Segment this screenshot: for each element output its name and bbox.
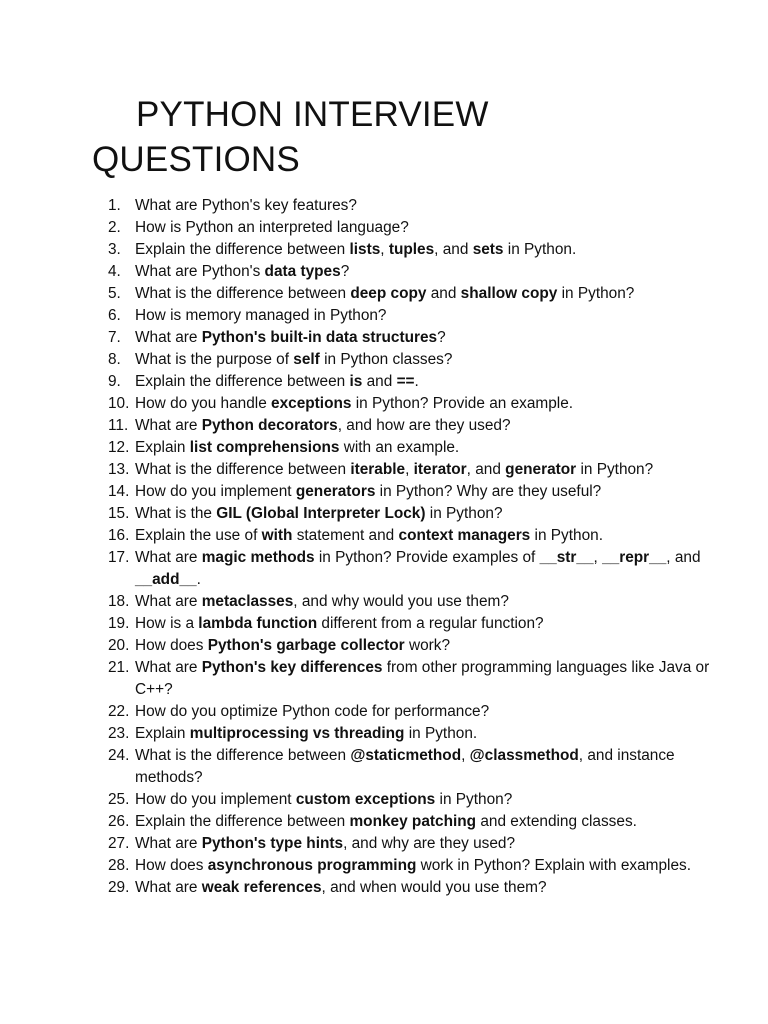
question-number: 15. [108,505,130,522]
question-keyword: magic methods [201,549,315,566]
question-text-segment: statement and [292,527,399,544]
question-item [108,811,728,833]
question-text [135,417,511,434]
question-text-segment: in Python? [576,461,654,478]
question-text-segment: , [405,461,414,478]
question-keyword: with [261,527,293,544]
question-number: 23. [108,725,130,742]
title-line-2: QUESTIONS [92,140,300,179]
question-text-segment: Explain the difference between [135,373,350,390]
question-item [108,371,728,393]
question-text-segment: in Python classes? [319,351,453,368]
question-text-segment: Explain the difference between [135,241,350,258]
question-keyword: sets [472,241,504,258]
question-text-segment: , [380,241,389,258]
question-text [135,659,709,698]
question-text-segment: How does [135,857,208,874]
question-text-segment: How do you optimize Python code for performance? [135,703,490,720]
question-text [135,373,419,390]
question-text [135,263,349,280]
question-text-segment: How do you implement [135,483,296,500]
question-text [135,791,512,808]
question-item [108,261,728,283]
question-text-segment: work in Python? Explain with examples. [416,857,691,874]
question-text [135,725,477,742]
question-text-segment: What are [135,549,202,566]
question-number: 1. [108,197,121,214]
question-text-segment: in Python? Provide examples of [314,549,540,566]
question-keyword: asynchronous programming [207,857,417,874]
question-keyword: data types [264,263,341,280]
question-text-segment: What is the difference between [135,747,351,764]
question-number: 13. [108,461,130,478]
question-text-segment: , and instance methods? [135,747,675,786]
question-keyword: @classmethod [469,747,579,764]
question-text-segment: What are Python's [135,263,265,280]
question-item [108,239,728,261]
question-number: 25. [108,791,130,808]
question-text [135,637,450,654]
question-keyword: iterator [413,461,467,478]
question-number: 7. [108,329,121,346]
question-text [135,329,446,346]
question-text-segment: in Python. [503,241,577,258]
question-text-segment: How do you implement [135,791,296,808]
question-keyword: Python's built-in data structures [201,329,438,346]
question-text [135,439,459,456]
question-text-segment: Explain [135,725,190,742]
question-text-segment: in Python. [404,725,478,742]
question-text-segment: in Python? Why are they useful? [375,483,602,500]
question-text [135,527,603,544]
question-text-segment: ? [340,263,350,280]
question-keyword: weak references [201,879,322,896]
question-text-segment: in Python? [557,285,635,302]
question-text-segment: , and how are they used? [337,417,511,434]
question-number: 14. [108,483,130,500]
question-text-segment: from other programming languages like Java or C++? [135,659,710,698]
question-item [108,393,728,415]
question-item [108,745,728,789]
question-keyword: lists [349,241,381,258]
question-item [108,789,728,811]
question-number: 5. [108,285,121,302]
question-text [135,835,515,852]
question-keyword: self [293,351,320,368]
question-text [135,285,634,302]
question-number: 24. [108,747,130,764]
question-keyword: == [396,373,415,390]
question-keyword: Python's key differences [201,659,383,676]
question-text-segment: , and when would you use them? [321,879,547,896]
question-keyword: lambda function [198,615,318,632]
question-keyword: __str__ [539,549,594,566]
question-keyword: list comprehensions [189,439,340,456]
question-text [135,879,547,896]
question-text-segment: What are [135,879,202,896]
question-number: 3. [108,241,121,258]
question-number: 28. [108,857,130,874]
question-number: 26. [108,813,130,830]
title-line-1: PYTHON INTERVIEW [136,95,489,134]
question-text-segment: . [414,373,419,390]
question-keyword: context managers [398,527,531,544]
question-text-segment: How is memory managed in Python? [135,307,387,324]
question-text-segment: What is the purpose of [135,351,294,368]
question-keyword: Python decorators [201,417,338,434]
question-text-segment: work? [404,637,451,654]
question-keyword: __add__ [135,571,197,588]
question-keyword: __repr__ [602,549,667,566]
question-number: 17. [108,549,130,566]
question-keyword: shallow copy [460,285,558,302]
question-item [108,613,728,635]
question-text [135,549,701,588]
question-text [135,483,601,500]
question-text-segment: Explain the difference between [135,813,350,830]
question-text-segment: What are Python's key features? [135,197,357,214]
question-text-segment: . [196,571,201,588]
question-text [135,615,544,632]
question-text-segment: , [593,549,603,566]
question-keyword: custom exceptions [295,791,436,808]
question-text [135,351,452,368]
question-keyword: metaclasses [201,593,294,610]
question-number: 27. [108,835,130,852]
question-text [135,395,573,412]
question-item [108,657,728,701]
question-item [108,635,728,657]
question-number: 12. [108,439,130,456]
question-text-segment: different from a regular function? [317,615,544,632]
question-item [108,283,728,305]
question-keyword: deep copy [350,285,427,302]
question-keyword: generators [295,483,376,500]
question-keyword: @staticmethod [350,747,462,764]
question-text-segment: What are [135,835,202,852]
question-text [135,505,503,522]
question-number: 4. [108,263,121,280]
question-number: 21. [108,659,130,676]
question-text-segment: in Python? [425,505,503,522]
question-text-segment: How do you handle [135,395,272,412]
question-keyword: multiprocessing vs threading [189,725,405,742]
question-text [135,703,489,720]
question-item [108,305,728,327]
question-item [108,547,728,591]
question-keyword: Python's type hints [201,835,344,852]
question-number: 16. [108,527,130,544]
question-number: 6. [108,307,121,324]
question-text-segment: What are [135,329,202,346]
question-item [108,855,728,877]
question-list [108,195,728,899]
page-title [92,92,692,182]
question-item [108,349,728,371]
question-item [108,327,728,349]
question-item [108,525,728,547]
question-text-segment: , and [466,461,506,478]
question-number: 8. [108,351,121,368]
question-item [108,833,728,855]
question-keyword: tuples [388,241,435,258]
question-number: 19. [108,615,130,632]
question-text-segment: What is the [135,505,217,522]
question-text-segment: How is Python an interpreted language? [135,219,409,236]
question-number: 29. [108,879,130,896]
question-text-segment: and [362,373,397,390]
question-text [135,461,653,478]
question-item [108,723,728,745]
question-text-segment: , and why are they used? [343,835,516,852]
question-number: 18. [108,593,130,610]
question-text-segment: , [461,747,470,764]
question-number: 10. [108,395,130,412]
question-number: 11. [108,417,129,434]
question-text-segment: What is the difference between [135,285,351,302]
question-keyword: generator [505,461,577,478]
question-text [135,219,409,236]
question-text [135,241,576,258]
question-text-segment: in Python? Provide an example. [351,395,574,412]
question-text-segment: Explain the use of [135,527,262,544]
question-text-segment: What are [135,593,202,610]
question-item [108,195,728,217]
question-text-segment: and [426,285,461,302]
question-item [108,701,728,723]
question-number: 22. [108,703,130,720]
question-text-segment: and extending classes. [476,813,637,830]
question-number: 20. [108,637,130,654]
question-text-segment: What are [135,417,202,434]
question-text-segment: in Python. [530,527,603,544]
question-text-segment: , and [666,549,701,566]
question-text-segment: Explain [135,439,190,456]
question-text [135,857,691,874]
question-item [108,437,728,459]
question-text-segment: How is a [135,615,199,632]
question-text [135,747,675,786]
question-keyword: exceptions [271,395,352,412]
question-text [135,307,387,324]
question-keyword: GIL (Global Interpreter Lock) [216,505,426,522]
question-item [108,415,728,437]
question-text-segment: How does [135,637,208,654]
question-item [108,877,728,899]
question-text-segment: ? [437,329,446,346]
question-text-segment: , and why would you use them? [293,593,509,610]
question-text-segment: in Python? [435,791,513,808]
question-keyword: is [349,373,363,390]
question-item [108,481,728,503]
question-item [108,503,728,525]
question-text-segment: What are [135,659,202,676]
question-keyword: monkey patching [349,813,477,830]
question-text-segment: with an example. [339,439,460,456]
question-text-segment: What is the difference between [135,461,351,478]
question-text [135,813,637,830]
question-keyword: Python's garbage collector [207,637,405,654]
question-text-segment: , and [434,241,473,258]
question-item [108,591,728,613]
question-text [135,593,509,610]
question-number: 9. [108,373,121,390]
question-text [135,197,357,214]
question-item [108,217,728,239]
question-number: 2. [108,219,121,236]
question-item [108,459,728,481]
question-keyword: iterable [350,461,406,478]
